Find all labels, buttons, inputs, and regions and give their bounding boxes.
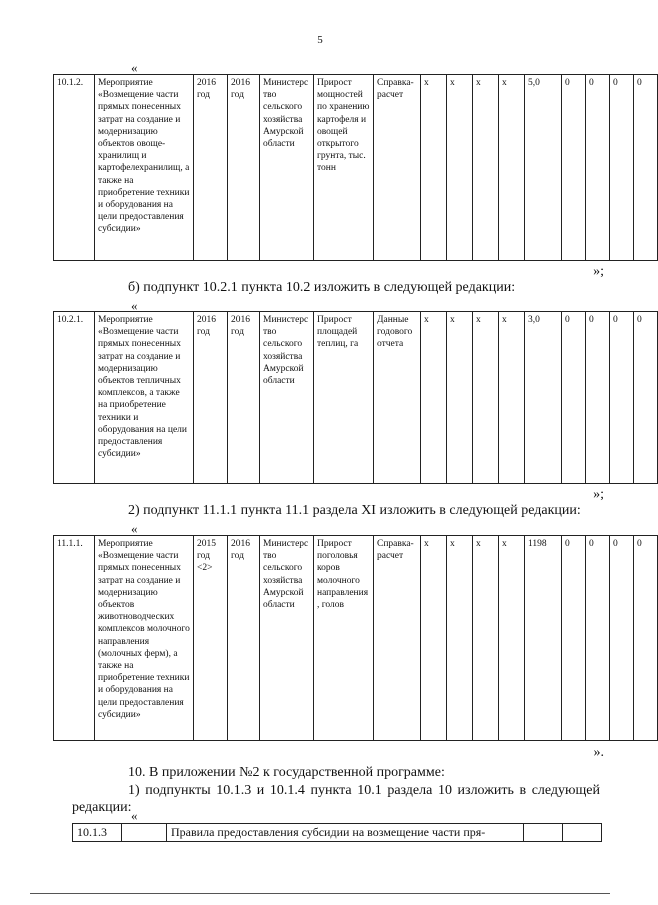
close-quote-1: »; [593, 264, 604, 279]
paragraph-b: б) подпункт 10.2.1 пункта 10.2 изложить в следующей редакции: [128, 280, 516, 295]
table-row [54, 536, 658, 741]
cell-x: x [499, 536, 525, 741]
cell-code: 10.1.2. [54, 75, 95, 261]
cell-x: x [421, 536, 447, 741]
cell-zero: 0 [634, 312, 658, 484]
cell-indicator: Прирост мощностей по хранению картофеля и овощей открытого грунта, тыс. тонн [314, 75, 374, 261]
table-row [54, 312, 658, 484]
cell-year-start: 2015 год <2> [194, 536, 228, 741]
cell-source: Справка-расчет [374, 536, 421, 741]
cell-x: x [447, 312, 473, 484]
cell-x: x [447, 536, 473, 741]
cell-zero: 0 [634, 536, 658, 741]
cell-x: x [473, 312, 499, 484]
cell-source: Справка-расчет [374, 75, 421, 261]
cell-x: x [499, 312, 525, 484]
cell-empty [122, 824, 167, 842]
cell-indicator: Прирост поголовья коров молочного направления, голов [314, 536, 374, 741]
cell-zero: 0 [562, 75, 586, 261]
close-quote-3: ». [593, 745, 604, 760]
cell-year-end: 2016 год [228, 75, 260, 261]
cell-zero: 0 [586, 536, 610, 741]
cell-x: x [499, 75, 525, 261]
cell-indicator: Прирост площадей теплиц, га [314, 312, 374, 484]
cell-code: 10.2.1. [54, 312, 95, 484]
open-quote: « [131, 60, 138, 75]
cell-value: 1198 [525, 536, 562, 741]
close-quote-2: »; [593, 487, 604, 502]
open-quote: « [131, 298, 138, 313]
page-bottom-edge [30, 893, 610, 894]
page-number: 5 [317, 34, 323, 46]
cell-value: 3,0 [525, 312, 562, 484]
paragraph-2: 2) подпункт 11.1.1 пункта 11.1 раздела XI изложить в следующей редакции: [128, 503, 581, 518]
cell-executor: Министерство сельского хозяйства Амурской области [260, 75, 314, 261]
cell-source: Данные годового отчета [374, 312, 421, 484]
paragraph-1: 1) подпункты 10.1.3 и 10.1.4 пункта 10.1 раздела 10 изложить в следующей редакции: [72, 783, 600, 815]
cell-zero: 0 [586, 312, 610, 484]
cell-empty [563, 824, 602, 842]
table-row [54, 75, 658, 261]
cell-x: x [473, 536, 499, 741]
open-quote: « [131, 521, 138, 536]
cell-year-start: 2016 год [194, 312, 228, 484]
cell-text: Правила предоставления субсидии на возмещение части пря- [167, 824, 524, 842]
cell-year-end: 2016 год [228, 536, 260, 741]
cell-zero: 0 [562, 536, 586, 741]
cell-x: x [473, 75, 499, 261]
cell-measure-name: Мероприятие «Возмещение части прямых понесенных затрат на создание и модернизацию объектов тепличных комплексов, а также на приобретение техники и оборудования на цели предоставления субсидии» [95, 312, 194, 484]
cell-executor: Министерство сельского хозяйства Амурской области [260, 536, 314, 741]
cell-code: 11.1.1. [54, 536, 95, 741]
cell-measure-name: Мероприятие «Возмещение части прямых понесенных затрат на создание и модернизацию объектов животноводческих комплексов молочного направления (молочных ферм), а также на приобретение техники и оборудования на цели предоставления субсидии» [95, 536, 194, 741]
cell-year-end: 2016 год [228, 312, 260, 484]
cell-zero: 0 [634, 75, 658, 261]
cell-x: x [421, 75, 447, 261]
table-row [73, 824, 602, 842]
table-subitem-10-2-1 [53, 311, 658, 484]
cell-x: x [421, 312, 447, 484]
cell-code: 10.1.3 [73, 824, 122, 842]
cell-zero: 0 [562, 312, 586, 484]
table-subitem-11-1-1 [53, 535, 658, 741]
open-quote: « [131, 808, 138, 823]
table-subitem-10-1-3 [72, 823, 602, 842]
cell-executor: Министерство сельского хозяйства Амурской области [260, 312, 314, 484]
cell-zero: 0 [610, 75, 634, 261]
cell-x: x [447, 75, 473, 261]
cell-empty [524, 824, 563, 842]
paragraph-10: 10. В приложении №2 к государственной программе: [128, 765, 445, 780]
cell-value: 5,0 [525, 75, 562, 261]
table-subitem-10-1-2 [53, 74, 658, 261]
cell-zero: 0 [610, 312, 634, 484]
cell-year-start: 2016 год [194, 75, 228, 261]
cell-zero: 0 [586, 75, 610, 261]
cell-zero: 0 [610, 536, 634, 741]
cell-measure-name: Мероприятие «Возмещение части прямых понесенных затрат на создание и модернизацию объектов овоще-хранилищ и картофелехранилищ, а также на приобретение техники и оборудования на цели предоставления субсидии» [95, 75, 194, 261]
